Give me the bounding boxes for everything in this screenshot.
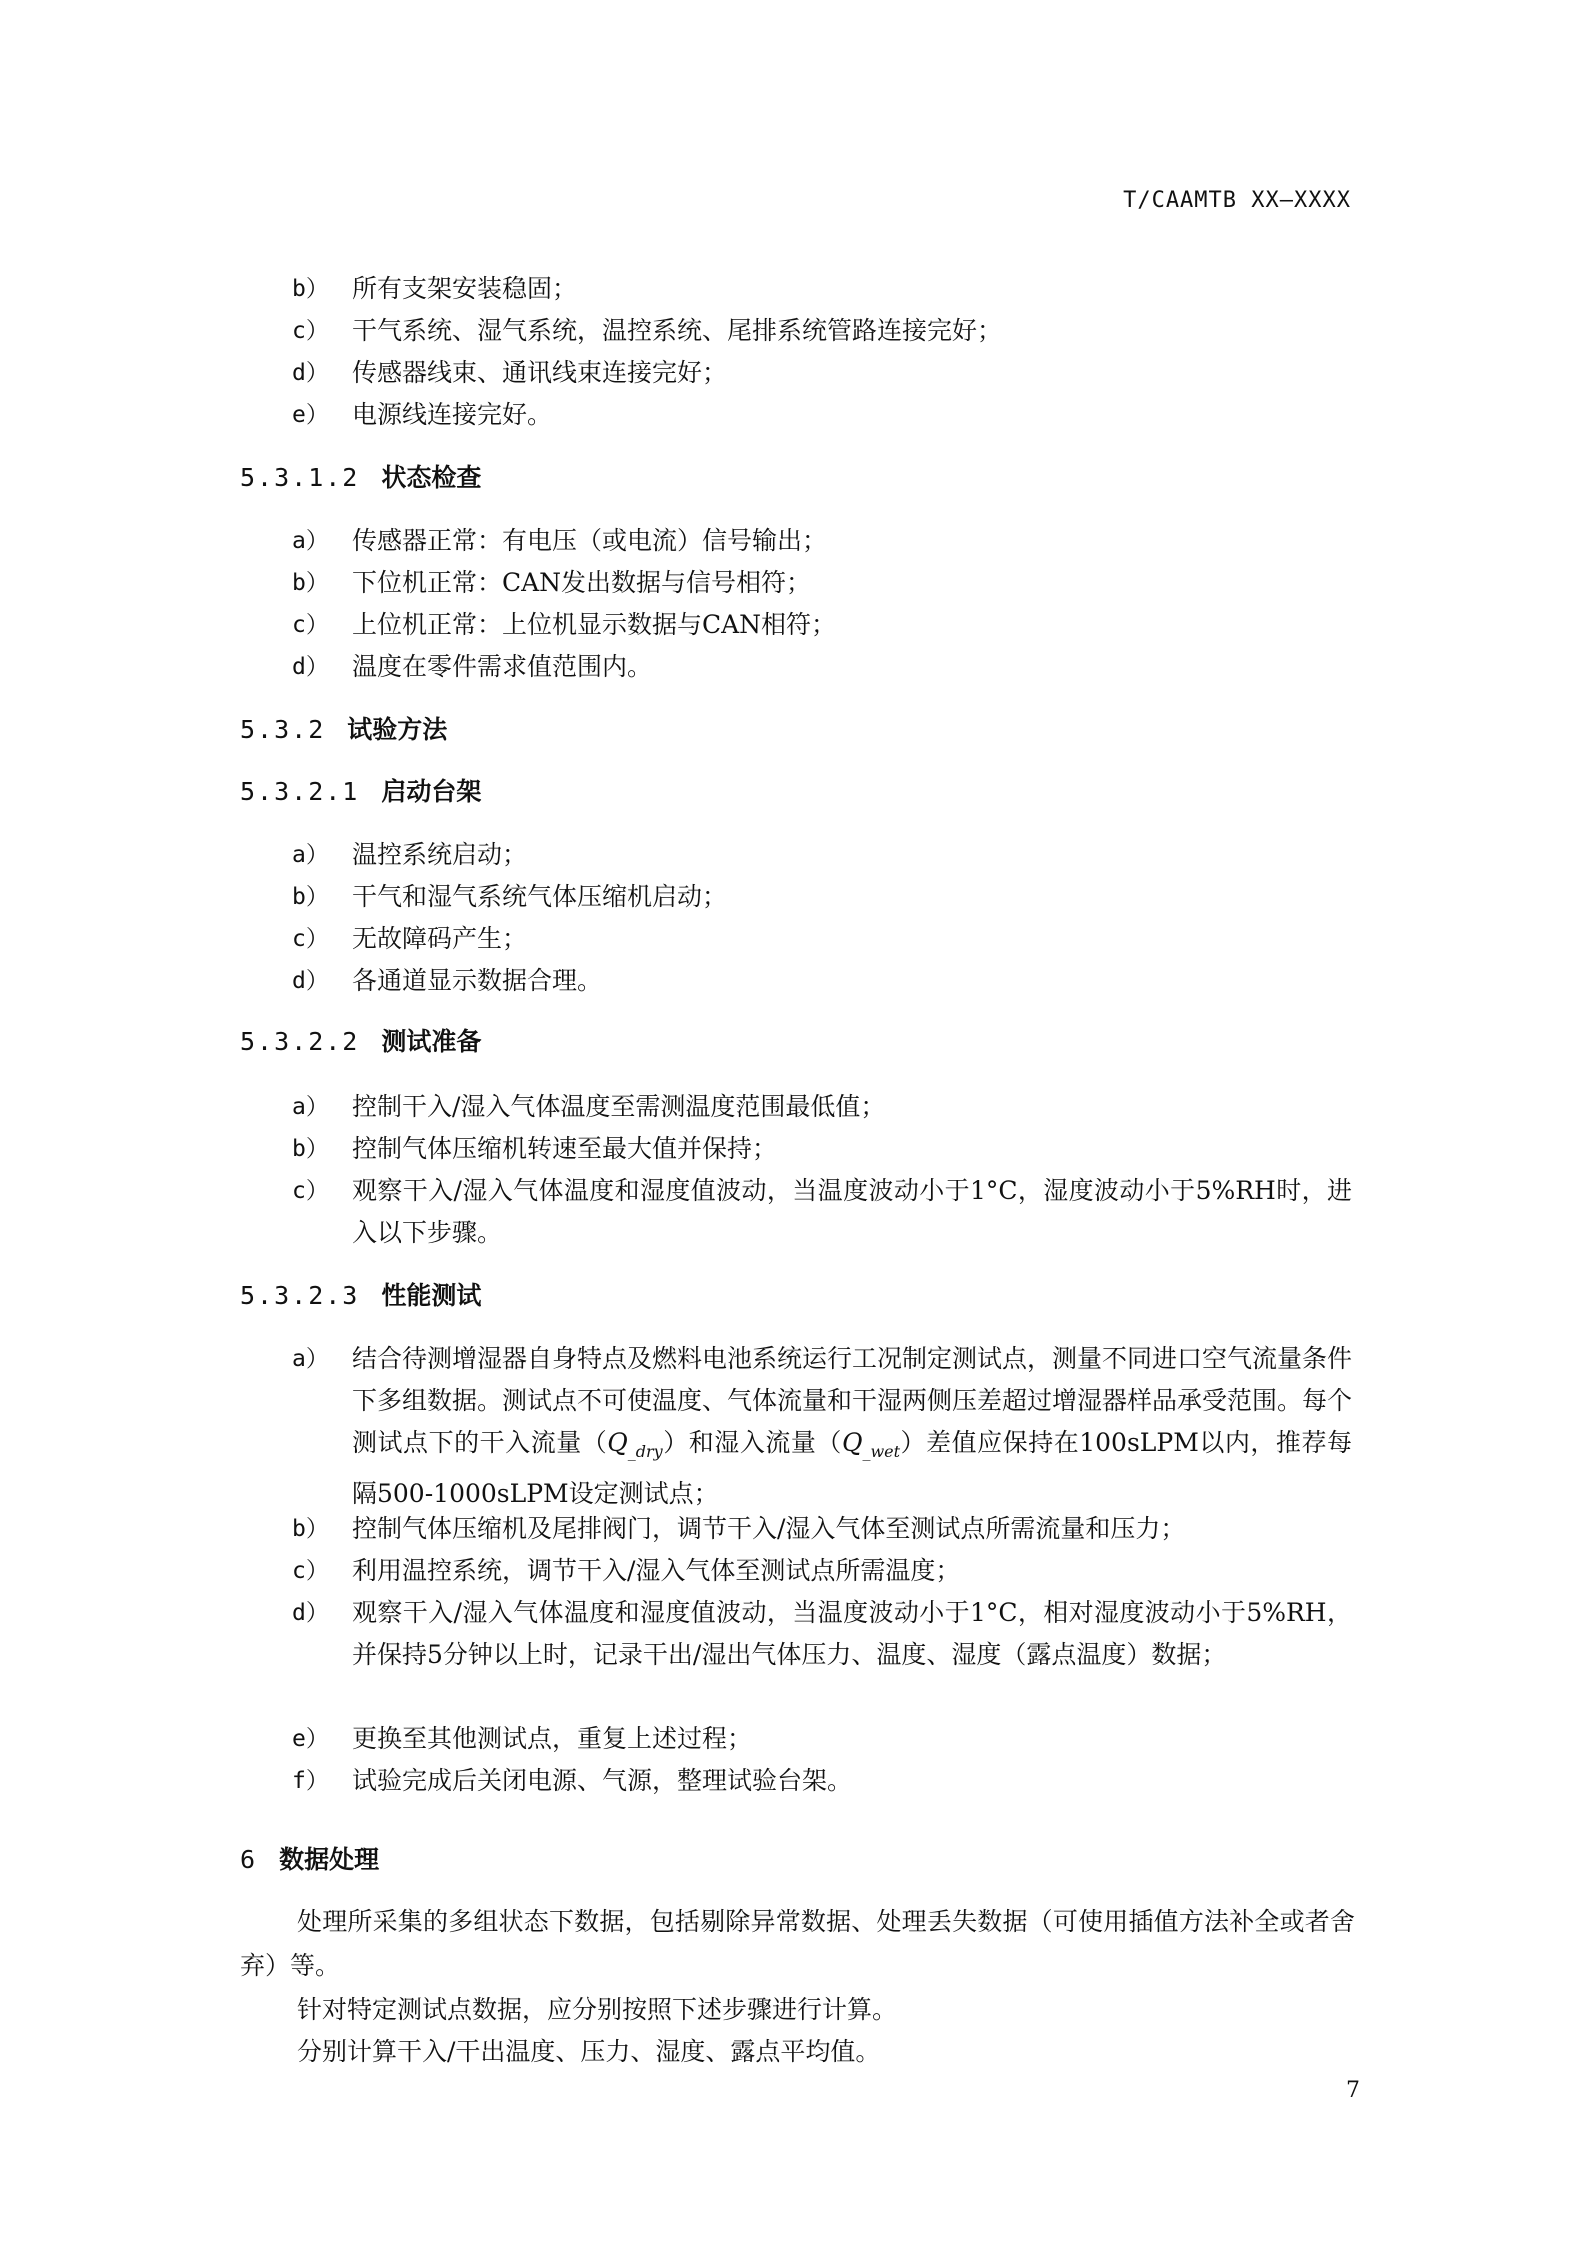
list-item — [292, 520, 1352, 562]
q-wet-symbol: $Q_{\_wet}$ — [841, 1428, 901, 1461]
section-number: 5.3.1.2 — [240, 463, 360, 492]
list-item-text: 控制干入/湿入气体温度至需测温度范围最低值； — [352, 1092, 886, 1121]
list-item — [292, 352, 1352, 394]
list-item — [292, 1338, 1352, 1515]
section-title: 启动台架 — [381, 777, 482, 806]
list-item-label: a） — [292, 1346, 329, 1372]
list-item-label: e） — [292, 402, 329, 428]
section-number: 6 — [240, 1845, 258, 1874]
list-item — [292, 918, 1352, 960]
list-item-text: 温控系统启动； — [352, 840, 528, 869]
section-heading-5-3-2-2 — [240, 1022, 481, 1062]
list-item-text: 更换至其他测试点，重复上述过程； — [352, 1724, 753, 1753]
list-item-text: 电源线连接完好。 — [352, 400, 553, 429]
list-item-label: a） — [292, 842, 329, 868]
list-item — [292, 1508, 1352, 1550]
list-item-label: d） — [292, 360, 329, 386]
list-item-text: 传感器正常：有电压（或电流）信号输出； — [352, 526, 828, 555]
list-item-text: 观察干入/湿入气体温度和湿度值波动，当温度波动小于1°C，相对湿度波动小于5%RH，并保持5分钟以上时，记录干出/湿出气体压力、温度、湿度（露点温度）数据； — [352, 1598, 1352, 1669]
list-item-label: c） — [292, 612, 329, 638]
list-item — [292, 1718, 1352, 1760]
paragraph: 分别计算干入/干出温度、压力、湿度、露点平均值。 — [297, 2037, 881, 2066]
list-item-text: 试验完成后关闭电源、气源，整理试验台架。 — [352, 1766, 853, 1795]
list-item-label: f） — [292, 1768, 329, 1794]
list-item — [292, 1086, 1352, 1128]
list-item-label: b） — [292, 1136, 329, 1162]
list-item — [292, 834, 1352, 876]
list-item — [292, 1760, 1352, 1802]
section-title: 性能测试 — [381, 1281, 482, 1310]
list-item-text: 温度在零件需求值范围内。 — [352, 652, 653, 681]
list-item — [292, 1592, 1352, 1676]
list-item-text: 控制气体压缩机及尾排阀门，调节干入/湿入气体至测试点所需流量和压力； — [352, 1514, 1186, 1543]
section-title: 测试准备 — [381, 1027, 482, 1056]
section-number: 5.3.2.3 — [240, 1281, 360, 1310]
list-item-text: 干气和湿气系统气体压缩机启动； — [352, 882, 728, 911]
section-title: 数据处理 — [279, 1845, 380, 1874]
document-code-header: T/CAAMTB XX—XXXX — [1123, 188, 1351, 213]
section-number: 5.3.2 — [240, 715, 326, 744]
list-item-text: 干气系统、湿气系统，温控系统、尾排系统管路连接完好； — [352, 316, 1003, 345]
paragraph: 针对特定测试点数据，应分别按照下述步骤进行计算。 — [297, 1995, 898, 2024]
section-heading-5-3-1-2 — [240, 458, 481, 498]
list-item-text: 所有支架安装稳固； — [352, 274, 578, 303]
list-item — [292, 960, 1352, 1002]
list-item-text: 观察干入/湿入气体温度和湿度值波动，当温度波动小于1°C，湿度波动小于5%RH时，进入以下步骤。 — [352, 1176, 1352, 1247]
section-heading-5-3-2-3 — [240, 1276, 481, 1316]
section-number: 5.3.2.1 — [240, 777, 360, 806]
list-item-label: c） — [292, 926, 329, 952]
section-number: 5.3.2.2 — [240, 1027, 360, 1056]
list-item-text: 利用温控系统，调节干入/湿入气体至测试点所需温度； — [352, 1556, 961, 1585]
list-item-text: 下位机正常：CAN发出数据与信号相符； — [352, 568, 812, 597]
section-title: 状态检查 — [381, 463, 482, 492]
list-item-label: c） — [292, 318, 329, 344]
list-item-label: b） — [292, 570, 329, 596]
list-item-label: c） — [292, 1178, 329, 1204]
list-item — [292, 562, 1352, 604]
list-item-text: 各通道显示数据合理。 — [352, 966, 603, 995]
list-item — [292, 1170, 1352, 1254]
page-number: 7 — [1346, 2078, 1360, 2103]
list-item-label: b） — [292, 276, 329, 302]
list-item-label: e） — [292, 1726, 329, 1752]
list-item-label: a） — [292, 528, 329, 554]
list-item-label: d） — [292, 654, 329, 680]
list-item — [292, 1128, 1352, 1170]
list-item-label: b） — [292, 884, 329, 910]
section-title: 试验方法 — [347, 715, 448, 744]
section-heading-6 — [240, 1840, 379, 1880]
list-item — [292, 646, 1352, 688]
list-item-text: 无故障码产生； — [352, 924, 528, 953]
q-dry-symbol: $Q_{\_dry}$ — [607, 1428, 663, 1461]
list-item — [292, 394, 1352, 436]
list-item — [292, 1550, 1352, 1592]
list-item-label: d） — [292, 968, 329, 994]
list-item-text: 上位机正常：上位机显示数据与CAN相符； — [352, 610, 837, 639]
section-heading-5-3-2-1 — [240, 772, 481, 812]
list-item — [292, 876, 1352, 918]
list-item-label: b） — [292, 1516, 329, 1542]
list-item — [292, 310, 1352, 352]
list-item — [292, 268, 1352, 310]
list-item — [292, 604, 1352, 646]
list-item-label: d） — [292, 1600, 329, 1626]
list-item-text: 传感器线束、通讯线束连接完好； — [352, 358, 728, 387]
list-item-text: 结合待测增湿器自身特点及燃料电池系统运行工况制定测试点，测量不同进口空气流量条件下多组数据。测试点不可使温度、气体流量和干湿两侧压差超过增湿器样品承受范围。每个测试点下的干入流量$(Q_{\_dry})$和湿入流量$(Q_{\_wet})$差值应保持在100sLPM以内，推荐每隔500-1000sLPM设定测试点； — [352, 1344, 1353, 1508]
list-item-label: a） — [292, 1094, 329, 1120]
list-item-label: c） — [292, 1558, 329, 1584]
paragraph: 处理所采集的多组状态下数据，包括剔除异常数据、处理丢失数据（可使用插值方法补全或者舍弃）等。 — [240, 1907, 1355, 1980]
list-item-text: 控制气体压缩机转速至最大值并保持； — [352, 1134, 778, 1163]
section-heading-5-3-2 — [240, 710, 447, 750]
